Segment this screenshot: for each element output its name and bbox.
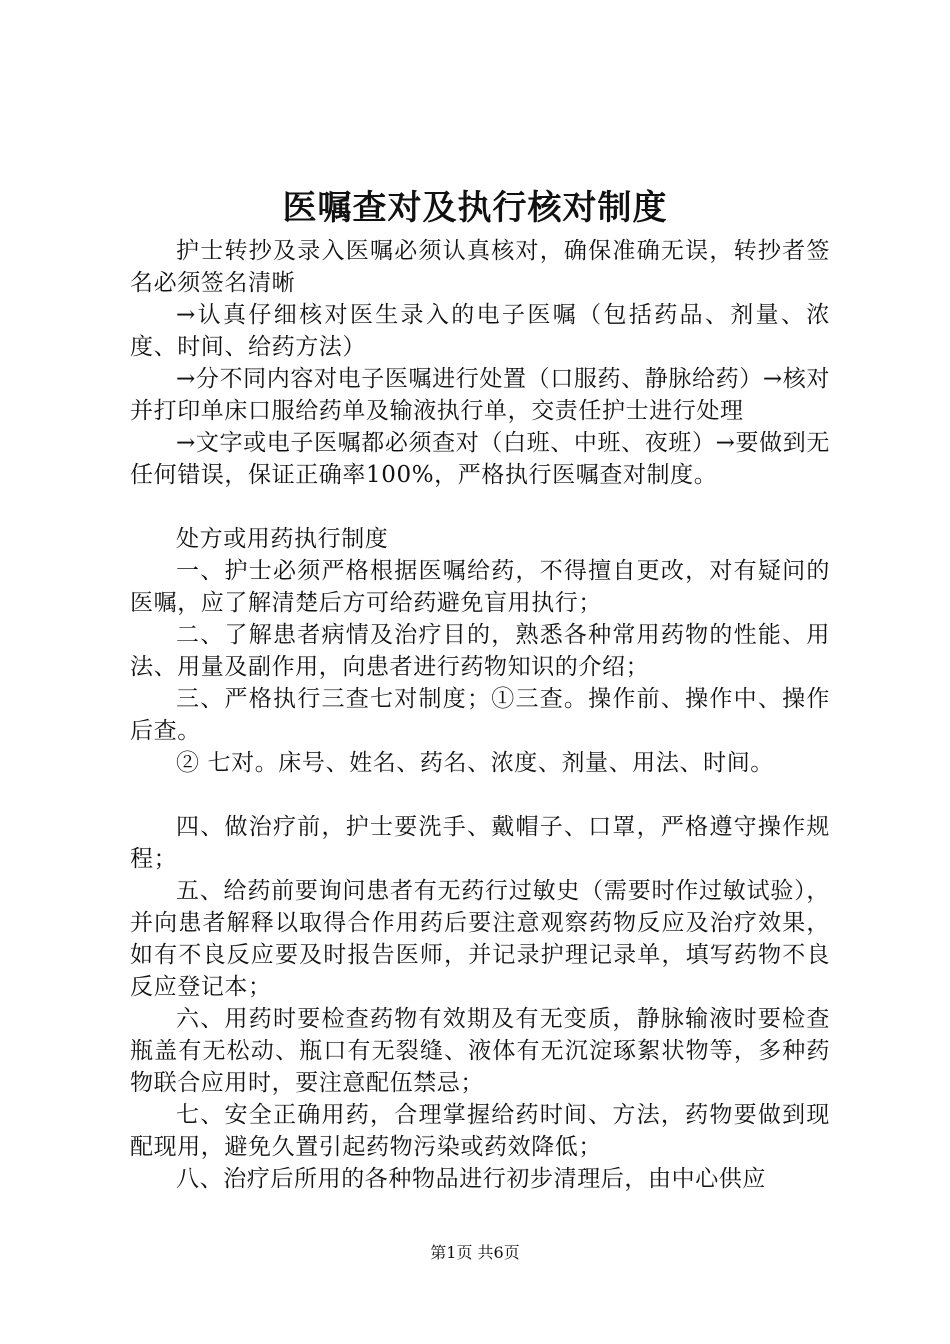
document-body [130, 235, 830, 1195]
rule-item-6: 六、用药时要检查药物有效期及有无变质，静脉输液时要检查瓶盖有无松动、瓶口有无裂缝、液体有无沉淀琢絮状物等，多种药物联合应用时，要注意配伍禁忌； [130, 1006, 830, 1096]
paragraph-check-shifts: →文字或电子医嘱都必须查对（白班、中班、夜班）→要做到无任何错误，保证正确率100%，严格执行医嘱查对制度。 [130, 430, 830, 488]
paragraph-gap [130, 779, 830, 811]
paragraph-dispose-orders: →分不同内容对电子医嘱进行处置（口服药、静脉给药）→核对并打印单床口服给药单及输液执行单，交责任护士进行处理 [130, 366, 830, 424]
rule-item-7: 七、安全正确用药，合理掌握给药时间、方法，药物要做到现配现用，避免久置引起药物污染或药效降低； [130, 1102, 830, 1160]
rule-item-5: 五、给药前要询问患者有无药行过敏史（需要时作过敏试验），并向患者解释以取得合作用药后要注意观察药物反应及治疗效果，如有不良反应要及时报告医师，并记录护理记录单，填写药物不良反应登记本； [130, 878, 830, 1000]
rule-item-4: 四、做治疗前，护士要洗手、戴帽子、口罩，严格遵守操作规程； [130, 814, 830, 872]
rule-item-1: 一、护士必须严格根据医嘱给药，不得擅自更改，对有疑问的医嘱，应了解清楚后方可给药避免盲用执行； [130, 558, 830, 616]
rule-item-3-sub: ② 七对。床号、姓名、药名、浓度、剂量、用法、时间。 [176, 750, 774, 776]
page-footer: 第1页 共6页 [430, 1243, 520, 1262]
section-heading: 处方或用药执行制度 [176, 526, 389, 552]
document-title: 医嘱查对及执行核对制度 [282, 188, 668, 228]
rule-item-2: 二、了解患者病情及治疗目的，熟悉各种常用药物的性能、用法、用量及副作用，向患者进行药物知识的介绍； [130, 622, 830, 680]
rule-item-8: 八、治疗后所用的各种物品进行初步清理后，由中心供应 [176, 1166, 766, 1192]
paragraph-verify-orders: →认真仔细核对医生录入的电子医嘱（包括药品、剂量、浓度、时间、给药方法） [130, 302, 830, 360]
paragraph-gap [130, 491, 830, 523]
rule-item-3: 三、严格执行三查七对制度；①三查。操作前、操作中、操作后查。 [130, 686, 830, 744]
paragraph-transcription: 护士转抄及录入医嘱必须认真核对，确保准确无误，转抄者签名必须签名清晰 [130, 238, 830, 296]
